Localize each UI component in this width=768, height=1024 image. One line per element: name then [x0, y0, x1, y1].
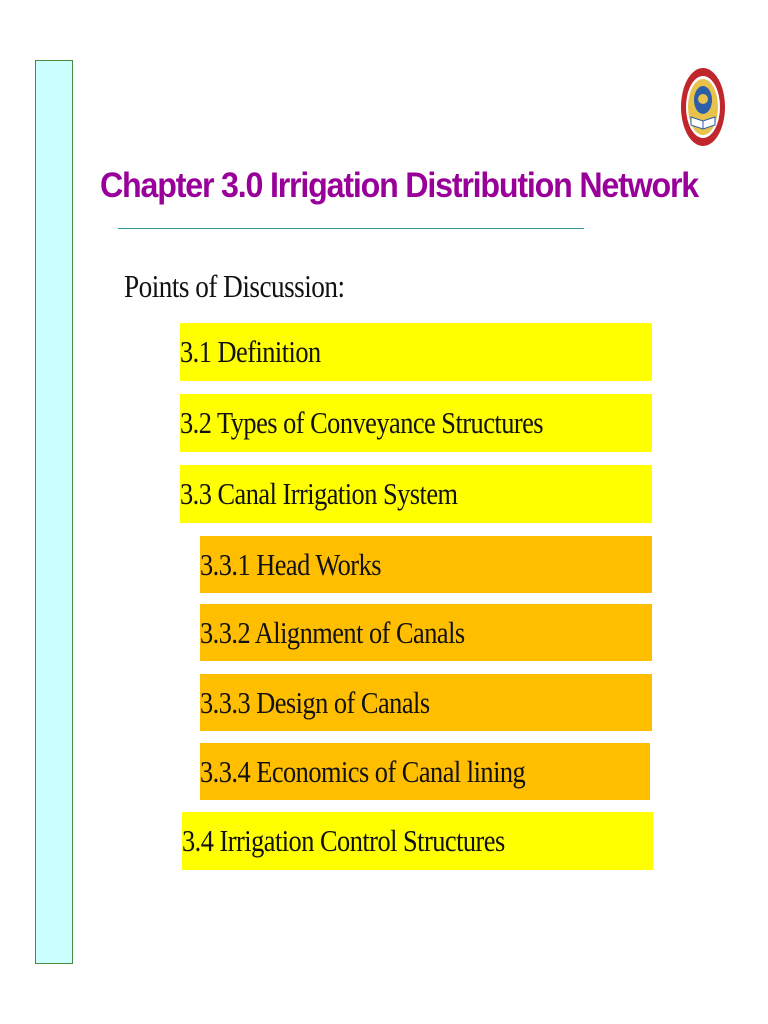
outline-item-label: 3.1 Definition: [180, 334, 321, 369]
outline-item-3-1: [180, 323, 652, 381]
slide-title: Chapter 3.0 Irrigation Distribution Network: [100, 166, 699, 205]
outline-item-label: 3.2 Types of Conveyance Structures: [180, 405, 544, 440]
title-divider: [118, 228, 584, 229]
outline-item-3-3-4: [200, 743, 650, 800]
outline-item-label: 3.3.3 Design of Canals: [200, 684, 430, 720]
university-seal-icon: [680, 67, 726, 147]
outline-item-3-3-1: [200, 536, 652, 593]
points-of-discussion-heading: Points of Discussion:: [124, 268, 345, 304]
outline-item-label: 3.3 Canal Irrigation System: [180, 476, 458, 511]
outline-item-3-4: [182, 812, 653, 870]
outline-item-3-3: [180, 465, 652, 523]
outline-item-3-3-3: [200, 674, 652, 731]
outline-item-label: 3.4 Irrigation Control Structures: [182, 823, 505, 858]
outline-item-label: 3.3.2 Alignment of Canals: [200, 614, 465, 650]
outline-item-3-2: [180, 394, 652, 452]
outline-item-3-3-2: [200, 604, 652, 661]
left-side-bar: [35, 60, 73, 964]
outline-item-label: 3.3.4 Economics of Canal lining: [200, 753, 526, 789]
outline-item-label: 3.3.1 Head Works: [200, 546, 381, 582]
